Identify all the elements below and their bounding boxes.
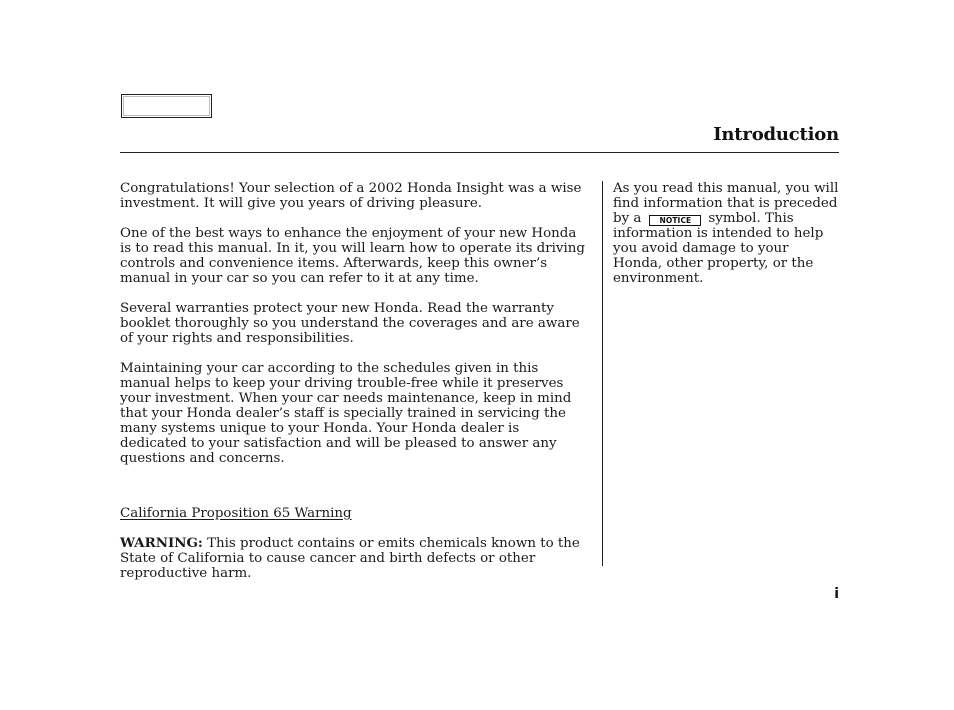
warning-text: This product contains or emits chemicals known to the State of California to cause cancer and birth defects or other reproductive harm. [120,536,580,581]
intro-paragraph-warranties: Several warranties protect your new Honda. Read the warranty booklet thoroughly so you understand the coverages and are aware of your rights and responsibilities. [120,301,580,346]
left-column [120,181,590,481]
notice-text-before: As you read this manual, you will find information that is preceded by a [613,181,839,226]
notice-explanation-paragraph [613,181,839,286]
header-divider [120,152,839,153]
notice-text-after: symbol. This information is intended to help you avoid damage to your Honda, other property, or the environment. [613,211,824,286]
right-column [613,181,839,286]
page-number: i [834,586,839,602]
intro-paragraph-congratulations: Congratulations! Your selection of a 2002 Honda Insight was a wise investment. It will give you years of driving pleasure. [120,181,582,211]
intro-paragraph-read-manual: One of the best ways to enhance the enjoyment of your new Honda is to read this manual. In it, you will learn how to operate its driving controls and convenience items. Afterwards, keep this owner’s manual in your car so you can refer to it at any time. [120,226,585,286]
intro-paragraph-maintenance: Maintaining your car according to the schedules given in this manual helps to keep your driving trouble-free while it preserves your investment. When your car needs maintenance, keep in mind that your Honda dealer’s staff is specially trained in servicing the many systems unique to your Honda. Your Honda dealer is dedicated to your satisfaction and will be pleased to answer any questions and concerns. [120,361,572,466]
column-divider [602,181,603,566]
notice-symbol-icon: NOTICE [649,215,701,226]
prop65-warning-paragraph [120,536,595,581]
page-title: Introduction [713,124,839,145]
prop65-heading: California Proposition 65 Warning [120,506,352,521]
warning-label: WARNING: [120,535,203,551]
section-tab-box [121,94,212,118]
